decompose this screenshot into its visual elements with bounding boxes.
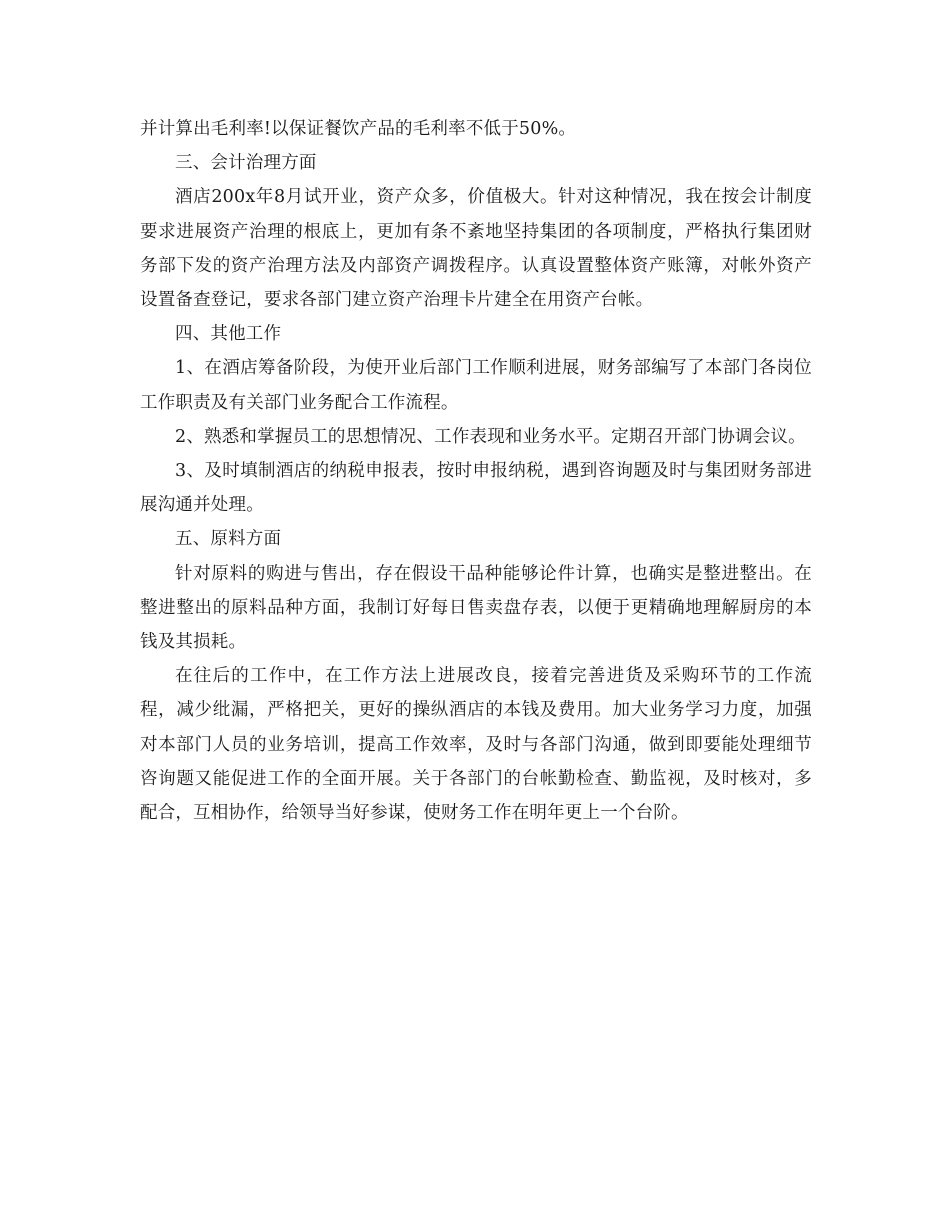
paragraph-future-work: 在往后的工作中，在工作方法上进展改良，接着完善进货及采购环节的工作流程，减少纰漏，严格把关，更好的操纵酒店的本钱及费用。加大业务学习力度，加强对本部门人员的业务培训，提高工作效率，及时与各部门沟通，做到即要能处理细节咨询题又能促进工作的全面开展。关于各部门的台帐勤检查、勤监视，及时核对，多配合，互相协作，给领导当好参谋，使财务工作在明年更上一个台阶。 — [140, 666, 812, 824]
paragraph-asset-management: 酒店200x年8月试开业，资产众多，价值极大。针对这种情况，我在按会计制度要求进展资产治理的根底上，更加有条不紊地坚持集团的各项制度，严格执行集团财务部下发的资产治理方法及内部资产调拨程序。认真设置整体资产账簿，对帐外资产设置备查登记，要求各部门建立资产治理卡片建全在用资产台帐。 — [140, 187, 812, 311]
section-heading-materials: 五、原料方面 — [175, 529, 282, 550]
section-heading-accounting: 三、会计治理方面 — [175, 153, 317, 174]
paragraph-item-1: 1、在酒店筹备阶段，为使开业后部门工作顺利进展，财务部编写了本部门各岗位工作职责及有关部门业务配合工作流程。 — [140, 358, 812, 413]
paragraph-materials: 针对原料的购进与售出，存在假设干品种能够论件计算，也确实是整进整出。在整进整出的原料品种方面，我制订好每日售卖盘存表，以便于更精确地理解厨房的本钱及其损耗。 — [140, 563, 812, 653]
paragraph-continuation: 并计算出毛利率!以保证餐饮产品的毛利率不低于50%。 — [140, 119, 577, 139]
paragraph-item-3: 3、及时填制酒店的纳税申报表，按时申报纳税，遇到咨询题及时与集团财务部进展沟通并处理。 — [140, 461, 812, 516]
section-heading-other-work: 四、其他工作 — [175, 324, 282, 345]
paragraph-item-2: 2、熟悉和掌握员工的思想情况、工作表现和业务水平。定期召开部门协调会议。 — [175, 426, 806, 447]
document-body — [140, 112, 812, 830]
